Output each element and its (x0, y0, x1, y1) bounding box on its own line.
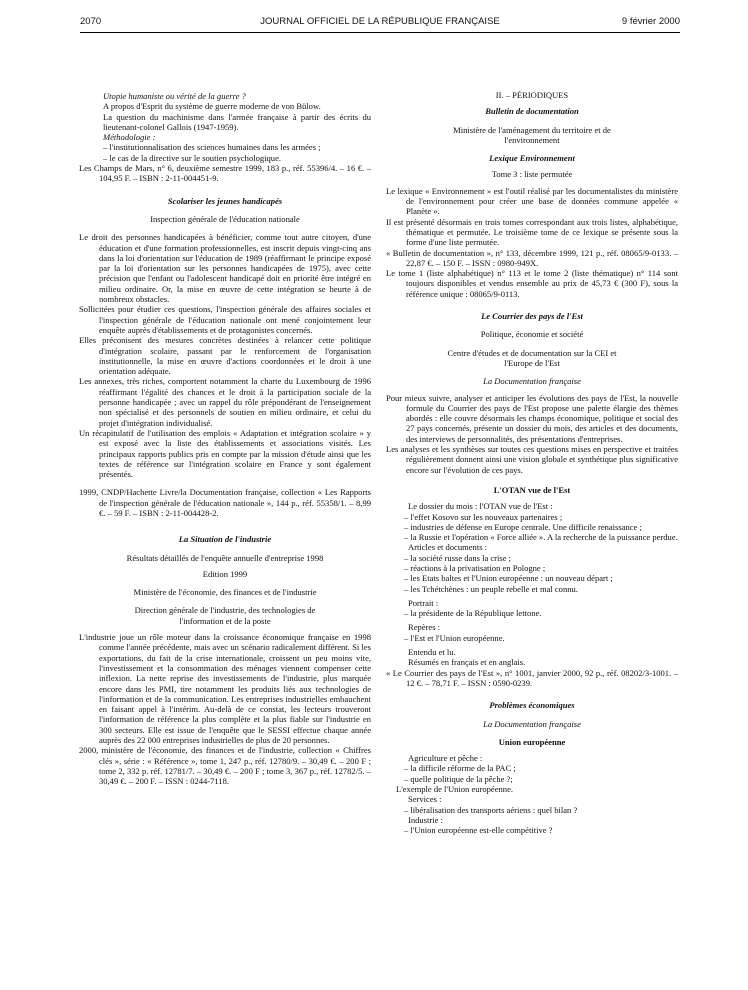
list-item: – l'effet Kosovo sur les nouveaux partenaires ; (404, 511, 563, 522)
courrier-title: Le Courrier des pays de l'Est (481, 311, 583, 322)
list-item: – la société russe dans la crise ; (404, 552, 512, 563)
list-item: – les Tchétchènes : un peuple rebelle et mal connu. (404, 583, 578, 594)
reference: 1999, CNDP/Hachette Livre/la Documentation française, collection « Les Rapports de l'inspection générale de l'éducation nationale », 144 p., réf. 55358/1. – 8,99 €. – 59 F. – ISBN : 2-11-004428-2. (79, 487, 371, 518)
publisher: La Documentation française (483, 376, 581, 387)
paragraph: Il est présenté désormais en trois tomes correspondant aux trois listes, alphabétique, thématique et permutée. Le troisième tome de ce lexique se présente sous la forme d'une liste permutée. (386, 216, 678, 248)
portrait-label: Portrait : (408, 597, 439, 608)
paragraph: Sollicitées pour étudier ces questions, l'inspection générale des affaires sociales et l'inspection générale de l'éducation nationale ont mené conjointement leur enquête auprès d'établissements et de protagonistes concernés. (79, 304, 371, 335)
lexique-title: Lexique Environnement (489, 153, 575, 164)
paragraph: Les annexes, très riches, comportent notamment la charte du Luxembourg de 1996 réaffirmant l'égalité des chances et le droit à la participation sociale de la personne handicapée ; avec un rappel du rôle prépondérant de l'enseignement non spécialisé et des personnels de soutien en milieu ordinaire, et celui du projet d'intégration individualisé. (79, 376, 371, 428)
otan-dossier: Le dossier du mois : l'OTAN vue de l'Est : (408, 501, 553, 512)
paragraph: Les analyses et les synthèses sur toutes ces questions mises en perspective et traitées régulièrement donnent ainsi une vision globale et synthétique plus significative encore sur l'évolution de ces pays. (386, 444, 678, 475)
reference: « Le Courrier des pays de l'Est », n° 1001, janvier 2000, 92 p., réf. 08202/3-1001. – 12 €. – 78,71 F. – ISSN : 0590-0239. (386, 667, 678, 688)
paragraph: Un récapitulatif de l'utilisation des emplois « Adaptation et intégration scolaire » y est exposé avec la liste des établissements et associations visités. Les principaux rapports publics pris en compte par la mission d'étude ainsi que les textes de référence sur l'intégration scolaire en France y sont également présentés. (79, 427, 371, 480)
utopie-heading: Utopie humaniste ou vérité de la guerre ? (103, 91, 246, 101)
reperes-label: Repères : (408, 622, 441, 633)
courrier-subtitle: Politique, économie et société (480, 329, 584, 340)
page-number: 2070 (80, 16, 102, 27)
list-item: – la difficile réforme de la PAC ; (404, 763, 516, 774)
paragraph: Le droit des personnes handicapées à bénéficier, comme tout autre citoyen, d'une éducation et d'une formation professionnelles, est inscrit depuis vingt-cinq ans dans la loi d'orientation sur l'éducation de 1989 (réaffirmant le principe exposé par la loi d'orientation sur les personnes handicapées de 1975), avec cette précision que l'enfant ou l'adolescent handicapé doit en priorité être intégré en milieu ordinaire. Or, la mise en œuvre de cette intégration se heurte à de nombreux obstacles. (79, 232, 371, 305)
section-title: Scolariser les jeunes handicapés (167, 195, 283, 206)
list-item: – industries de défense en Europe centrale. Une difficile renaissance ; (404, 521, 642, 532)
utopie-paragraph: La question du machinisme dans l'armée française à partir des écrits du lieutenant-colonel Gallois (1947-1959). (103, 111, 371, 132)
lexique-tome: Tome 3 : liste permutée (491, 169, 573, 180)
otan-title: L'OTAN vue de l'Est (493, 484, 571, 495)
issue-date: 9 février 2000 (621, 16, 680, 27)
ministry: Ministère de l'économie, des finances et de l'industrie (133, 587, 317, 598)
ministry: Ministère de l'aménagement du territoire et de l'environnement (453, 124, 611, 145)
edition: Edition 1999 (202, 568, 248, 579)
paragraph: Elles préconisent des mesures concrètes destinées à relancer cette politique d'intégration scolaire, passant par le renforcement de l'organisation institutionnelle, la mise en œuvre d'actions coordonnées et le droit à une orientation adéquate. (79, 335, 371, 377)
reference: « Bulletin de documentation », n° 133, décembre 1999, 121 p., réf. 08065/9-0133. – 22,87 €. – 150 F. – ISSN : 0980-949X. (386, 247, 678, 268)
bulletin-title: Bulletin de documentation (485, 106, 579, 117)
methodologie-label: Méthodologie : (103, 132, 156, 143)
right-column (386, 90, 678, 836)
paragraph: Le lexique « Environnement » est l'outil réalisé par les documentalistes du ministère de l'environnement pour créer une base de données commune appelée « Planète ». (386, 185, 678, 217)
exemple-text: L'exemple de l'Union européenne. (396, 784, 513, 795)
reference: 2000, ministère de l'économie, des finances et de l'industrie, collection « Chiffres clés », série : « Référence », tome 1, 247 p., réf. 12780/9. – 30,49 €. – 200 F ; tome 2, 332 p. réf. 12781/7. – 30,49 €. – 200 F ; tome 3, 367 p., réf. 12782/5. – 30,49 €. – 200 F. – ISSN : 0244-7118. (79, 745, 371, 787)
problemes-title: Problèmes économiques (489, 700, 575, 711)
section-subtitle: Résultats détaillés de l'enquête annuelle d'entreprise 1998 (126, 552, 324, 563)
resumes-label: Résumés en français et en anglais. (408, 657, 526, 668)
reference: Le tome 1 (liste alphabétique) n° 113 et le tome 2 (liste thématique) n° 114 sont toujours disponibles et vendus ensemble au prix de 45,73 € (300 F), sous la référence unique : 08065/9-0113. (386, 268, 678, 299)
publisher: La Documentation française (483, 718, 581, 729)
utopie-paragraph: A propos d'Esprit du système de guerre moderne de von Bülow. (103, 101, 321, 112)
paragraph: Pour mieux suivre, analyser et anticiper les évolutions des pays de l'Est, la nouvelle formule du Courrier des pays de l'Est propose une palette élargie des thèmes abordés : elle couvre désormais les champs économique, politique et social des 27 pays concernés, présente un dossier du mois, des articles et des documents, des interviews de personnalités, des présentations d'entreprises. (386, 392, 678, 444)
entendu-label: Entendu et lu. (408, 647, 456, 658)
agri-label: Agriculture et pêche : (408, 753, 483, 764)
list-item: – quelle politique de la pêche ?; (404, 773, 513, 784)
list-item: – l'institutionnalisation des sciences humaines dans les armées ; (103, 142, 321, 153)
left-column (79, 91, 371, 787)
paragraph: L'industrie joue un rôle moteur dans la croissance économique française en 1998 comme l'année précédente, mais avec un scénario radicalement différent. Si les exportations, du fait de la crise internationale, croissent un peu moins vite, l'investissement et la consommation des ménages viennent compenser cette inflexion. La nette reprise des investissements de l'industrie, plus marquée encore dans les PMI, tire notamment les produits liés aux technologies de l'information et de la communication. Les entreprises industrielles embauchent en faisant appel à l'intérim. Au-delà de ce constat, les lecteurs trouveront l'information de référence la plus complète et la plus fiable sur l'industrie en 300 secteurs. Elle est issue de l'enquête que le SESSI effectue chaque année auprès des 22 000 entreprises industrielles de plus de 20 personnes. (79, 632, 371, 746)
list-item: – la présidente de la République lettone. (404, 608, 542, 619)
industrie-label: Industrie : (408, 814, 443, 825)
list-item: – l'Union européenne est-elle compétitive ? (404, 825, 553, 836)
courrier-centre: Centre d'études et de documentation sur la CEI et l'Europe de l'Est (447, 347, 617, 368)
journal-title: JOURNAL OFFICIEL DE LA RÉPUBLIQUE FRANÇAISE (260, 16, 500, 27)
list-item: – réactions à la privatisation en Pologne ; (404, 562, 546, 573)
header-rule (80, 32, 680, 33)
section-title: II. – PÉRIODIQUES (495, 90, 569, 100)
list-item: – la Russie et l'opération « Force alliée ». A la recherche de la puissance perdue. (404, 532, 678, 543)
list-item: – les Etats baltes et l'Union européenne : un nouveau départ ; (404, 573, 613, 584)
list-item: – libéralisation des transports aériens : quel bilan ? (404, 804, 578, 815)
directorate: Direction générale de l'industrie, des technologies de l'information et de la poste (134, 605, 316, 626)
articles-label: Articles et documents : (408, 542, 488, 553)
page-header (80, 17, 680, 31)
section-subtitle: Inspection générale de l'éducation nationale (150, 213, 300, 224)
list-item: – le cas de la directive sur le soutien psychologique. (103, 152, 282, 163)
list-item: – l'Est et l'Union européenne. (404, 632, 505, 643)
section-title: La Situation de l'industrie (178, 534, 272, 545)
reference: Les Champs de Mars, n° 6, deuxième semestre 1999, 183 p., réf. 55396/4. – 16 €. – 104,95 F. – ISBN : 2-11-004451-9. (79, 163, 371, 184)
services-label: Services : (408, 794, 442, 805)
union-title: Union européenne (498, 736, 566, 747)
